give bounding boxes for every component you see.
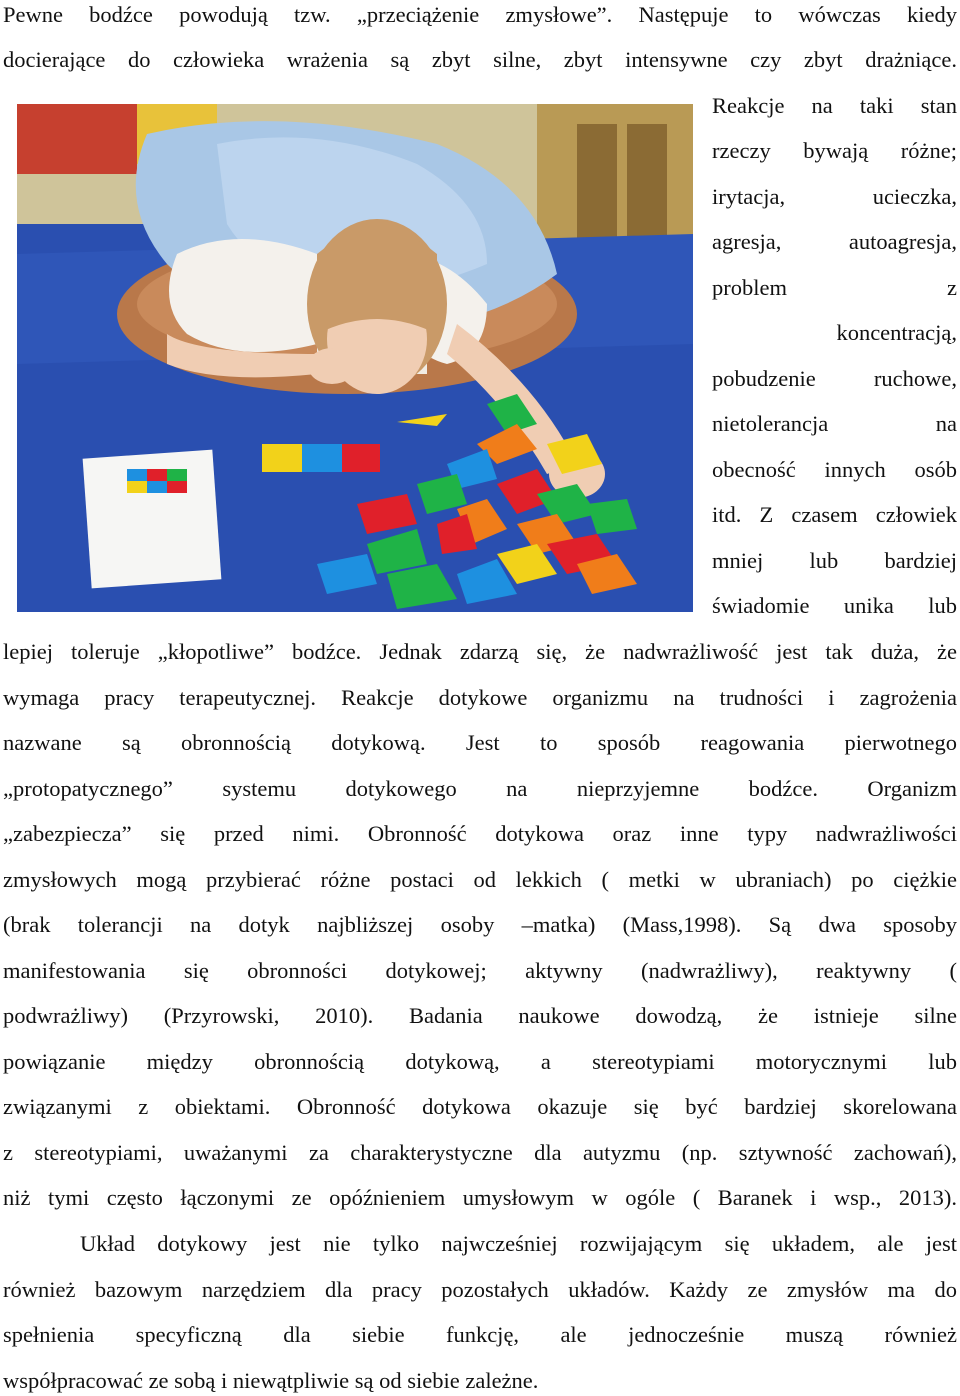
text-line: manifestowania się obronności dotykowej; aktywny (nadwrażliwy), reaktywny ( — [3, 958, 957, 983]
text-line: lepiej toleruje „kłopotliwe” bodźce. Jednak zdarzą się, że nadwrażliwość jest tak duża, że — [3, 639, 957, 664]
text-line: związanymi z obiektami. Obronność dotykowa okazuje się być bardziej skorelowana — [3, 1094, 957, 1119]
text-line: nazwane są obronnością dotykową. Jest to sposób reagowania pierwotnego — [3, 730, 957, 755]
text-line: wymaga pracy terapeutycznej. Reakcje dotykowe organizmu na trudności i zagrożenia — [3, 685, 957, 710]
text-line: Pewne bodźce powodują tzw. „przeciążenie zmysłowe”. Następuje to wówczas kiedy — [3, 2, 957, 27]
text-line: pobudzenie ruchowe, — [712, 366, 957, 391]
text-line: agresja, autoagresja, — [712, 229, 957, 254]
text-line: również bazowym narzędziem dla pracy pozostałych układów. Każdy ze zmysłów ma do — [3, 1277, 957, 1302]
text-line: „zabezpiecza” się przed nimi. Obronność dotykowa oraz inne typy nadwrażliwości — [3, 821, 957, 846]
text-line: świadomie unika lub — [712, 593, 957, 618]
text-line: mniej lub bardziej — [712, 548, 957, 573]
text-line: rzeczy bywają różne; — [712, 138, 957, 163]
text-line: spełnienia specyficzną dla siebie funkcję, ale jednocześnie muszą również — [3, 1322, 957, 1347]
text-line: docierające do człowieka wrażenia są zbyt silne, zbyt intensywne czy zbyt drażniące. — [3, 47, 957, 72]
text-line: problem z — [712, 275, 957, 300]
paragraph-last-line: współpracować ze sobą i niewątpliwie są od siebie zależne. — [3, 1368, 539, 1393]
text-line: powiązanie między obronnością dotykową, a stereotypiami motorycznymi lub — [3, 1049, 957, 1074]
text-line: irytacja, ucieczka, — [712, 184, 957, 209]
text-line: nietolerancja na — [712, 411, 957, 436]
text-line: z stereotypiami, uważanymi za charakterystyczne dla autyzmu (np. sztywność zachowań), — [3, 1140, 957, 1165]
text-line: niż tymi często łączonymi ze opóźnieniem umysłowym w ogóle ( Baranek i wsp., 2013). — [3, 1185, 957, 1210]
photo-illustration — [17, 104, 693, 612]
text-line: zmysłowych mogą przybierać różne postaci od lekkich ( metki w ubraniach) po ciężkie — [3, 867, 957, 892]
text-line: podwrażliwy) (Przyrowski, 2010). Badania naukowe dowodzą, że istnieje silne — [3, 1003, 957, 1028]
paragraph-first-line: Układ dotykowy jest nie tylko najwcześniej rozwijającym się układem, ale jest — [80, 1231, 957, 1256]
text-line: (brak tolerancji na dotyk najbliższej osoby –matka) (Mass,1998). Są dwa sposoby — [3, 912, 957, 937]
text-line: „protopatycznego” systemu dotykowego na nieprzyjemne bodźce. Organizm — [3, 776, 957, 801]
text-line: Reakcje na taki stan — [712, 93, 957, 118]
text-line: koncentracją, — [836, 320, 957, 345]
photo-child-tangram — [17, 104, 693, 612]
text-line: itd. Z czasem człowiek — [712, 502, 957, 527]
text-line: obecność innych osób — [712, 457, 957, 482]
